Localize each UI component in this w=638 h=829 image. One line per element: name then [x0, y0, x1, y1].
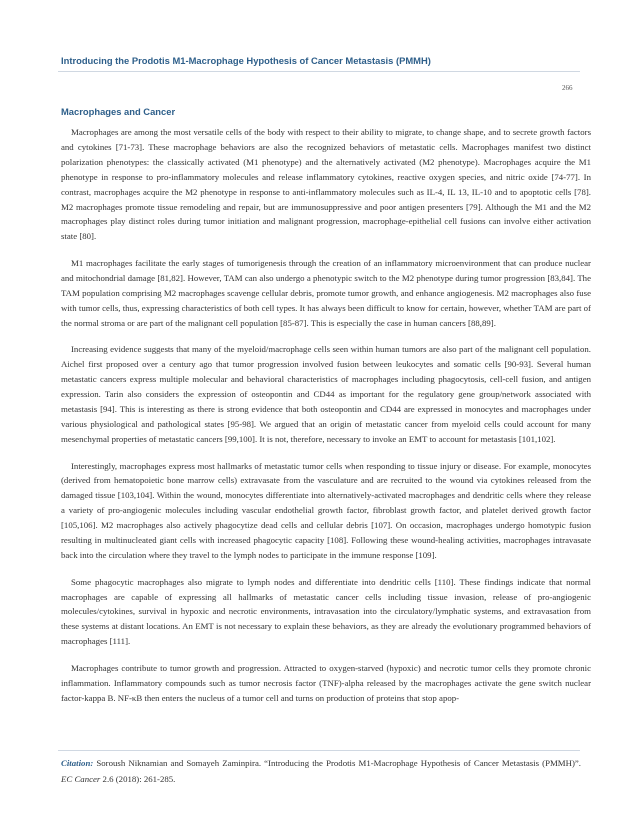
paragraph-1: Macrophages are among the most versatile cells of the body with respect to their ability to migrate, to change shape, and to secrete growth factors and cytokines [71-73]. These macrophage behaviors are also the recognized behaviors of metastatic cells. Macrophages manifest two distinct polarization phenotypes: the classically activated (M1 phenotype) and the alternatively activated (M2 phenotype). Macrophages acquire the M1 phenotype in response to pro-inflammatory molecules and release inflammatory cytokines, reactive oxygen species, and nitric oxide [74-77]. In contrast, macrophages acquire the M2 phenotype in response to anti-inflammatory molecules such as IL-4, IL 13, IL-10 and to apoptotic cells [78]. M2 macrophages promote tissue remodeling and repair, but are immunosuppressive and poor antigen presenters [79]. Although the M1 and the M2 macrophages play distinct roles during tumor initiation and malignant progression, macrophage-epithelial cell fusions can involve either activation state [80]. [61, 127, 591, 242]
citation-details: 2.6 (2018): 261-285. [102, 774, 176, 784]
paragraph-5: Some phagocytic macrophages also migrate to lymph nodes and differentiate into dendritic cells [110]. These findings indicate that normal macrophages are capable of expressing all hallmarks of metastatic cancer cells including tissue invasion, release of pro-angiogenic molecules/cytokines, survival in hypoxic and necrotic environments, intravasation into the circulatory/lymphatic systems, and extravasation from these systems at distant locations. An EMT is not necessary to explain these behaviors, as they are already the evolutionary programmed behaviors of macrophages [111]. [61, 576, 591, 647]
header-divider [58, 71, 580, 72]
paragraph-4: Interestingly, macrophages express most hallmarks of metastatic tumor cells when responding to tissue injury or disease. For example, monocytes (derived from hematopoietic bone marrow cells) extravasate from the vasculature and are recruited to the wound via cytokines released from the damaged tissue [103,104]. Within the wound, monocytes differentiate into alternatively-activated macrophages and dendritic cells where they release a variety of pro-angiogenic molecules including vascular endothelial growth factor, fibroblast growth factor, and platelet derived growth factor [105,106]. M2 macrophages also actively phagocytize dead cells and cellular debris [107]. On occasion, macrophages undergo homotypic fusion resulting in multinucleated giant cells with increased phagocytic capacity [108]. Following these wound-healing activities, macrophages intravasate back into the circulation where they travel to the lymph nodes to participate in the immune response [109]. [61, 460, 591, 560]
article-body [61, 125, 591, 718]
citation-journal: EC Cancer [61, 774, 101, 784]
citation-authors-title: Soroush Niknamian and Somayeh Zaminpira. “Introducing the Prodotis M1-Macrophage Hypothesis of Cancer Metastasis (PMMH)”. [96, 758, 582, 768]
paragraph-2: M1 macrophages facilitate the early stages of tumorigenesis through the creation of an inflammatory microenvironment that can produce nuclear and mitochondrial damage [81,82]. However, TAM can also undergo a phenotypic switch to the M2 phenotype during tumor progression [83,84]. The TAM population comprising M2 macrophages scavenge cellular debris, promote tumor growth, and enhance angiogenesis. M2 macrophages also fuse with tumor cells, thus, expressing characteristics of both cell types. It has always been difficult to know for certain, however, whether TAM are part of the normal stroma or are part of the malignant cell population [85-87]. This is especially the case in human cancers [88,89]. [61, 258, 591, 328]
citation-block [61, 755, 581, 787]
page-number: 266 [562, 84, 573, 92]
paragraph-6: Macrophages contribute to tumor growth and progression. Attracted to oxygen-starved (hypoxic) and necrotic tumor cells they promote chronic inflammation. Inflammatory compounds such as tumor necrosis factor (TNF)-alpha released by the macrophages activate the gene switch nuclear factor-kappa B. NF-κB then enters the nucleus of a tumor cell and turns on production of proteins that stop apop- [61, 662, 591, 703]
section-heading: Macrophages and Cancer [61, 106, 176, 117]
citation-label: Citation: [61, 758, 94, 768]
paragraph-3: Increasing evidence suggests that many of the myeloid/macrophage cells seen within human tumors are also part of the malignant cell population. Aichel first proposed over a century ago that tumor progression involved fusion between leukocytes and somatic cells [90-93]. Several human metastatic cancers express multiple molecular and behavioral characteristics of macrophages including phagocytosis, cell-cell fusion, and antigen expression. Tarin also considers the expression of osteopontin and CD44 as important for the regulatory gene group/network associated with metastasis [94]. This is interesting as there is strong evidence that both osteopontin and CD44 are expressed in monocytes and macrophages under various physiological and pathological states [95-98]. We argued that an origin of metastatic cancer from myeloid cells could account for many mesenchymal properties of metastatic cancers [99,100]. It is not, therefore, necessary to invoke an EMT to account for metastasis [101,102]. [61, 344, 591, 444]
footer-divider [58, 750, 580, 751]
running-header-title: Introducing the Prodotis M1-Macrophage Hypothesis of Cancer Metastasis (PMMH) [61, 55, 431, 66]
